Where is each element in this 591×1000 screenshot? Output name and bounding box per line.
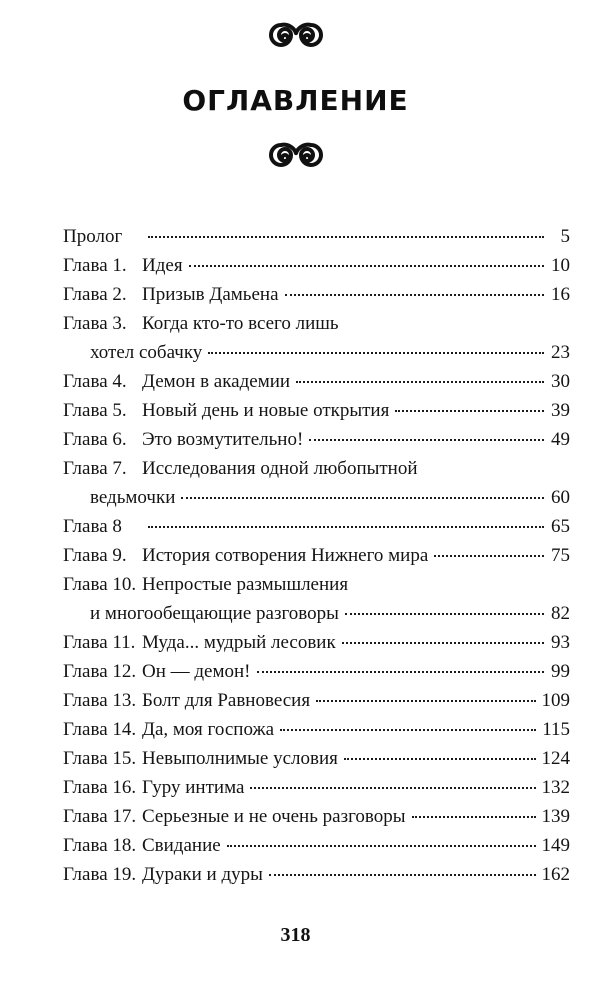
table-of-contents [63, 222, 570, 889]
dot-leader [285, 293, 545, 296]
chapter-title: Болт для Равновесия [142, 690, 311, 711]
toc-line [63, 773, 570, 802]
toc-entry [63, 773, 570, 802]
chapter-page-number: 23 [551, 342, 570, 363]
toc-entry [63, 280, 570, 309]
toc-entry-label [63, 280, 279, 309]
chapter-page-number: 139 [541, 806, 570, 827]
chapter-title: Это возмутительно! [142, 429, 304, 450]
chapter-page-number: 10 [551, 255, 570, 276]
dot-leader [148, 525, 544, 528]
toc-line [63, 512, 570, 541]
chapter-number: Глава 6. [63, 429, 127, 450]
toc-line [63, 541, 570, 570]
chapter-title: Гуру интима [142, 777, 245, 798]
dot-leader [342, 641, 544, 644]
dot-leader [208, 351, 544, 354]
chapter-number: Глава 19. [63, 864, 137, 885]
toc-entry [63, 251, 570, 280]
chapter-number: Глава 18. [63, 835, 137, 856]
dot-leader [181, 496, 544, 499]
dot-leader [412, 815, 536, 818]
chapter-title: Невыполнимые условия [142, 748, 338, 769]
dot-leader [344, 757, 536, 760]
chapter-number: Глава 1. [63, 255, 127, 276]
chapter-title: История сотворения Нижнего мира [142, 545, 429, 566]
chapter-title: Идея [142, 255, 183, 276]
toc-line [63, 280, 570, 309]
toc-entry-label [63, 657, 251, 686]
chapter-number: Глава 10. [63, 574, 137, 595]
toc-entry-label [63, 686, 310, 715]
toc-entry-label [63, 802, 406, 831]
chapter-title: Когда кто-то всего лишь [142, 313, 339, 334]
toc-entry [63, 396, 570, 425]
chapter-number: Глава 4. [63, 371, 127, 392]
dot-leader [280, 728, 536, 731]
toc-line [63, 744, 570, 773]
dot-leader [316, 699, 535, 702]
toc-line [63, 570, 570, 599]
dot-leader [148, 235, 544, 238]
toc-line [63, 802, 570, 831]
toc-entry [63, 425, 570, 454]
chapter-page-number: 132 [541, 777, 570, 798]
dot-leader [309, 438, 544, 441]
dot-leader [395, 409, 544, 412]
chapter-title: Серьезные и не очень разговоры [142, 806, 406, 827]
toc-entry-label [63, 628, 336, 657]
toc-line [63, 657, 570, 686]
toc-entry [63, 454, 570, 512]
chapter-number: Глава 14. [63, 719, 137, 740]
toc-line [63, 628, 570, 657]
toc-entry [63, 657, 570, 686]
chapter-title: Демон в академии [142, 371, 291, 392]
chapter-number: Глава 3. [63, 313, 127, 334]
toc-entry-label [63, 715, 274, 744]
toc-entry-label [63, 512, 142, 541]
toc-entry [63, 831, 570, 860]
chapter-page-number: 75 [551, 545, 570, 566]
toc-line [63, 715, 570, 744]
dot-leader [434, 554, 544, 557]
toc-entry [63, 686, 570, 715]
toc-entry-label [63, 425, 303, 454]
toc-entry-label [63, 831, 221, 860]
chapter-number: Глава 9. [63, 545, 127, 566]
chapter-number: Глава 13. [63, 690, 137, 711]
toc-line [63, 309, 570, 338]
chapter-number: Глава 5. [63, 400, 127, 421]
toc-entry-label [63, 541, 428, 570]
toc-entry-label [63, 570, 348, 599]
chapter-page-number: 124 [541, 748, 570, 769]
chapter-title: Он — демон! [142, 661, 251, 682]
toc-entry [63, 744, 570, 773]
toc-continuation-line [63, 338, 570, 367]
chapter-title: Призыв Дамьена [142, 284, 279, 305]
chapter-page-number: 115 [542, 719, 570, 740]
chapter-number: Глава 7. [63, 458, 127, 479]
chapter-number: Глава 11. [63, 632, 136, 653]
toc-entry-label [63, 860, 263, 889]
chapter-number: Глава 15. [63, 748, 137, 769]
dot-leader [257, 670, 544, 673]
chapter-page-number: 60 [551, 487, 570, 508]
toc-entry [63, 860, 570, 889]
chapter-page-number: 99 [551, 661, 570, 682]
chapter-number: Глава 16. [63, 777, 137, 798]
chapter-page-number: 30 [551, 371, 570, 392]
toc-line [63, 860, 570, 889]
chapter-page-number: 65 [551, 516, 570, 537]
chapter-number: Глава 2. [63, 284, 127, 305]
chapter-page-number: 39 [551, 400, 570, 421]
toc-entry [63, 222, 570, 251]
toc-line [63, 831, 570, 860]
chapter-number: Глава 8 [63, 516, 122, 537]
toc-line [63, 425, 570, 454]
chapter-number: Глава 12. [63, 661, 137, 682]
chapter-page-number: 49 [551, 429, 570, 450]
chapter-title: Муда... мудрый лесовик [142, 632, 336, 653]
chapter-title: Новый день и новые открытия [142, 400, 390, 421]
top-ornament [0, 22, 591, 54]
chapter-page-number: 93 [551, 632, 570, 653]
toc-entry-label [63, 454, 418, 483]
dot-leader [227, 844, 536, 847]
chapter-title-continuation: и многообещающие разговоры [90, 603, 339, 624]
toc-entry-label [63, 744, 338, 773]
toc-entry [63, 541, 570, 570]
page-title: ОГЛАВЛЕНИЕ [182, 84, 409, 117]
chapter-page-number: 109 [541, 690, 570, 711]
toc-entry-label [63, 396, 389, 425]
toc-line [63, 396, 570, 425]
chapter-title: Дураки и дуры [142, 864, 263, 885]
chapter-title-continuation: ведьмочки [90, 487, 176, 508]
chapter-number: Глава 17. [63, 806, 137, 827]
toc-entry-label [63, 251, 183, 280]
toc-entry [63, 367, 570, 396]
dot-leader [189, 264, 544, 267]
toc-entry-label [63, 309, 339, 338]
chapter-title: Исследования одной любопытной [142, 458, 418, 479]
chapter-page-number: 5 [560, 226, 570, 247]
toc-entry-label [63, 222, 142, 251]
toc-entry [63, 309, 570, 367]
toc-entry [63, 715, 570, 744]
chapter-page-number: 82 [551, 603, 570, 624]
toc-entry [63, 628, 570, 657]
chapter-number: Пролог [63, 226, 123, 247]
toc-entry-label [63, 773, 244, 802]
chapter-page-number: 16 [551, 284, 570, 305]
page-number: 318 [280, 924, 311, 946]
toc-line [63, 222, 570, 251]
chapter-title: Непростые размышления [142, 574, 349, 595]
chapter-title: Да, моя госпожа [142, 719, 275, 740]
toc-continuation-line [63, 483, 570, 512]
toc-entry [63, 802, 570, 831]
dot-leader [250, 786, 535, 789]
chapter-title-continuation: хотел собачку [90, 342, 203, 363]
chapter-title: Свидание [142, 835, 221, 856]
toc-continuation-line [63, 599, 570, 628]
toc-line [63, 454, 570, 483]
dot-leader [296, 380, 544, 383]
toc-line [63, 686, 570, 715]
dot-leader [345, 612, 544, 615]
toc-line [63, 367, 570, 396]
toc-entry-label [63, 367, 290, 396]
toc-entry [63, 570, 570, 628]
dot-leader [269, 873, 536, 876]
chapter-page-number: 149 [541, 835, 570, 856]
double-spiral-ornament-icon [263, 142, 329, 174]
toc-entry [63, 512, 570, 541]
chapter-page-number: 162 [541, 864, 570, 885]
toc-line [63, 251, 570, 280]
bottom-ornament [0, 142, 591, 174]
double-spiral-ornament-icon [263, 22, 329, 54]
